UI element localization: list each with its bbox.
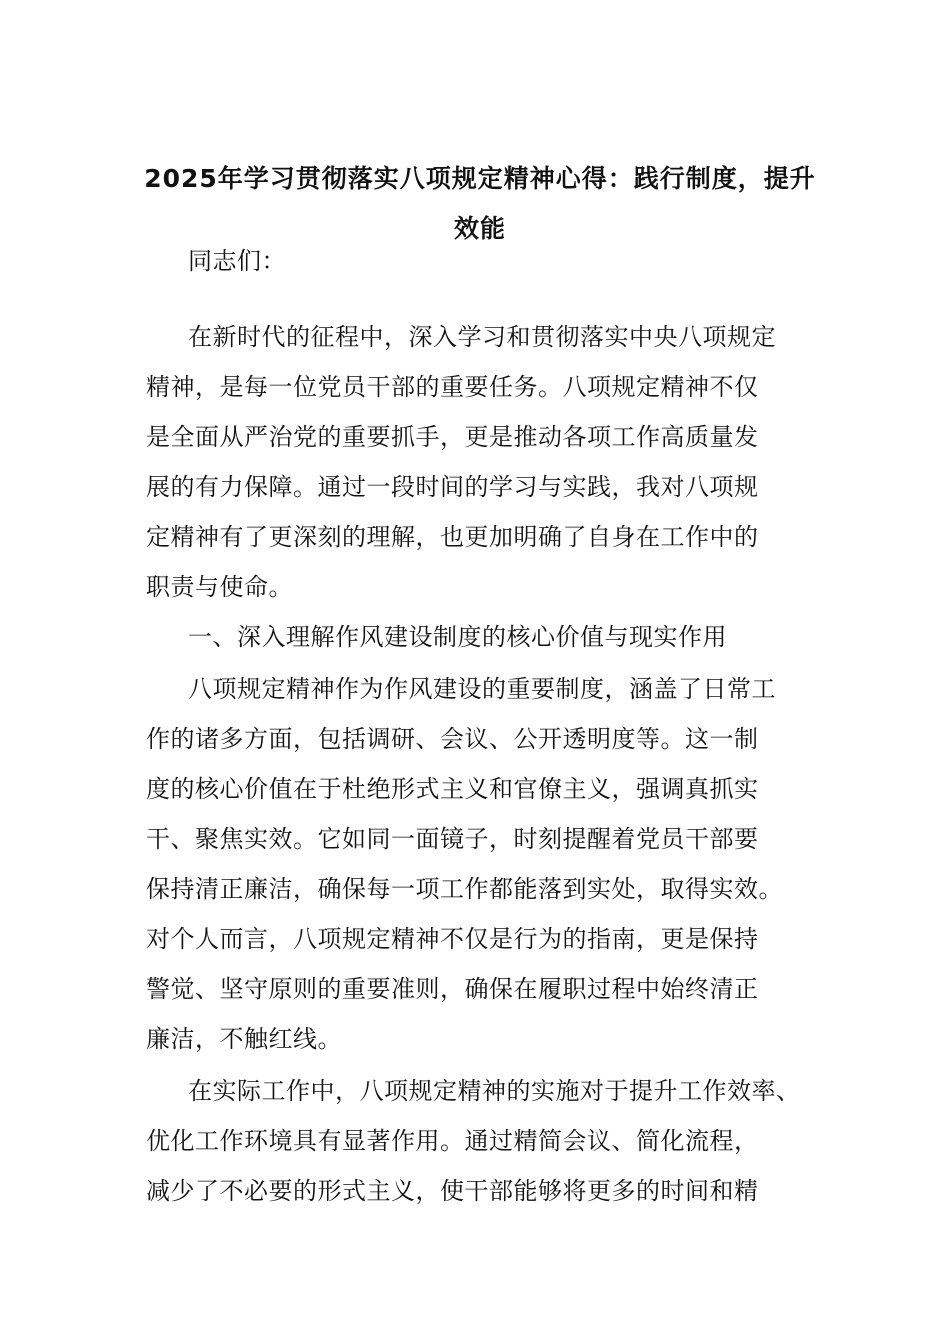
paragraph-line: 廉洁，不触红线。 — [146, 1025, 342, 1053]
section-heading: 一、深入理解作风建设制度的核心价值与现实作用 — [188, 623, 727, 651]
paragraph-line: 定精神有了更深刻的理解，也更加明确了自身在工作中的 — [146, 523, 759, 551]
paragraph-line: 对个人而言，八项规定精神不仅是行为的指南，更是保持 — [146, 925, 759, 953]
paragraph-line: 在新时代的征程中，深入学习和贯彻落实中央八项规定 — [188, 323, 776, 351]
paragraph-line: 度的核心价值在于杜绝形式主义和官僚主义，强调真抓实 — [146, 775, 759, 803]
paragraph-line: 八项规定精神作为作风建设的重要制度，涵盖了日常工 — [188, 675, 776, 703]
paragraph-line: 警觉、坚守原则的重要准则，确保在履职过程中始终清正 — [146, 975, 759, 1003]
paragraph-line: 作的诸多方面，包括调研、会议、公开透明度等。这一制 — [146, 725, 759, 753]
title-line-1: 2025年学习贯彻落实八项规定精神心得：践行制度，提升 — [144, 164, 816, 193]
paragraph-line: 减少了不必要的形式主义，使干部能够将更多的时间和精 — [146, 1177, 759, 1205]
document-title — [140, 154, 820, 254]
paragraph-line: 职责与使命。 — [146, 573, 293, 601]
paragraph-line: 精神，是每一位党员干部的重要任务。八项规定精神不仅 — [146, 373, 759, 401]
paragraph-line: 优化工作环境具有显著作用。通过精简会议、简化流程， — [146, 1127, 759, 1155]
paragraph-line: 是全面从严治党的重要抓手，更是推动各项工作高质量发 — [146, 423, 759, 451]
salutation: 同志们： — [188, 247, 286, 275]
title-line-2: 效能 — [453, 214, 506, 243]
paragraph-line: 在实际工作中，八项规定精神的实施对于提升工作效率、 — [188, 1077, 801, 1105]
paragraph-line: 展的有力保障。通过一段时间的学习与实践，我对八项规 — [146, 473, 759, 501]
paragraph-line: 干、聚焦实效。它如同一面镜子，时刻提醒着党员干部要 — [146, 825, 759, 853]
paragraph-line: 保持清正廉洁，确保每一项工作都能落到实处，取得实效。 — [146, 875, 783, 903]
